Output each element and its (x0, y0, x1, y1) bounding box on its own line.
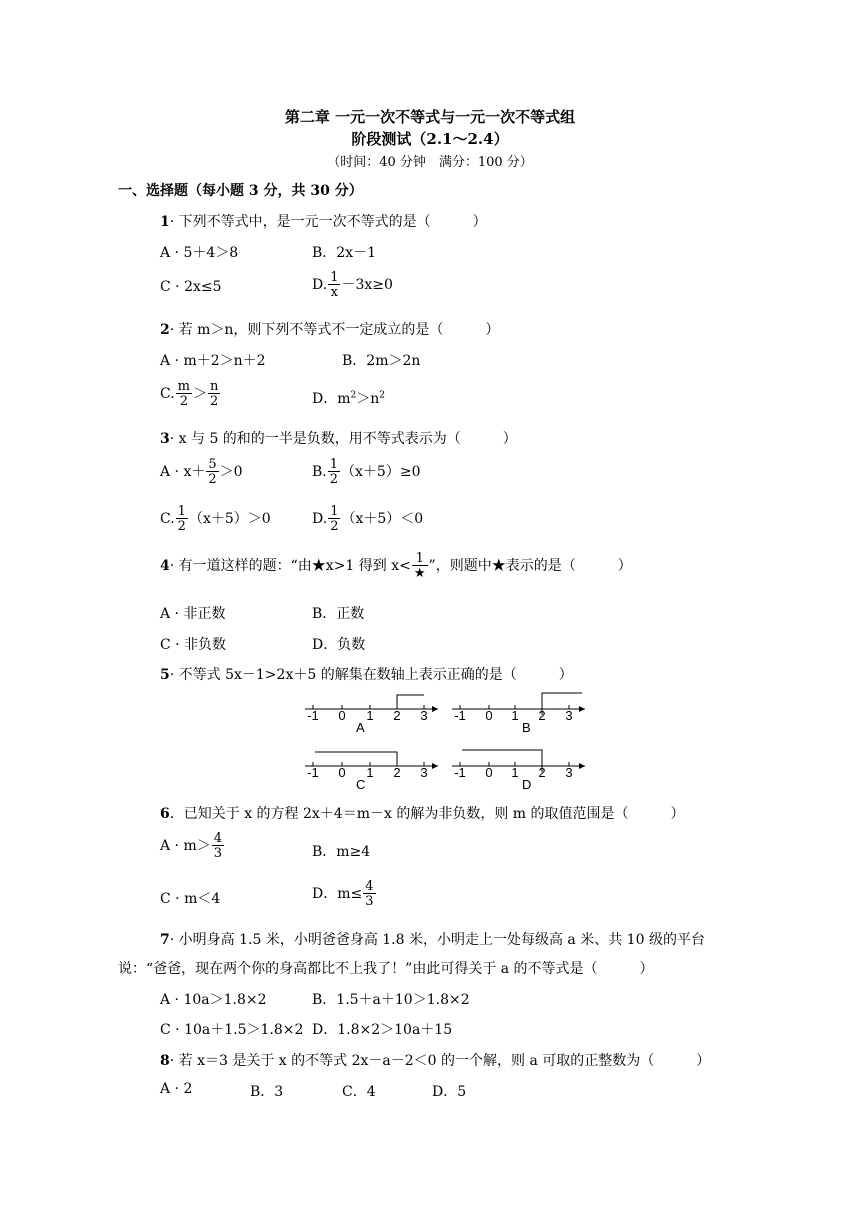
question-4-stem: 4· 有一道这样的题：“由★x>1 得到 x< $\frac{1}{★}$ ”，则题中★表示的是（ ） (160, 551, 632, 581)
tick-label: 0 (485, 708, 493, 721)
question-7-option-d: D．1.8×2＞10a＋15 (312, 1022, 453, 1038)
section-label: 一、选择题（每小题 3 分，共 30 分） (118, 183, 363, 199)
tick-label: 2 (538, 765, 546, 778)
tick-label: -1 (307, 708, 319, 721)
question-4-option-d: D．负数 (312, 637, 366, 653)
number-line-d (452, 748, 587, 778)
number-line-a-label: A (356, 720, 365, 735)
page-subtitle: 阶段测试（2.1～2.4） (351, 130, 509, 148)
question-3-option-a: A · x＋ $\frac{5}{2}$ ＞0 (160, 457, 243, 487)
question-3-option-c: C. $\frac{1}{2}$ （x＋5）＞0 (160, 504, 271, 534)
question-2-option-d: D．$m^2>n^2$ (312, 390, 385, 407)
number-line-d-label: D (522, 777, 532, 792)
question-6-option-c: C · m＜4 (160, 891, 221, 907)
tick-label: 2 (393, 765, 401, 778)
question-3-stem: 3· x 与 5 的和的一半是负数，用不等式表示为（ ） (160, 431, 517, 447)
question-6-stem: 6．已知关于 x 的方程 2x＋4＝m－x 的解为非负数，则 m 的取值范围是（ ） (160, 806, 685, 822)
question-7-stem-line2: 说：“爸爸，现在两个你的身高都比不上我了！”由此可得关于 a 的不等式是（ ） (118, 961, 654, 977)
tick-label: 1 (366, 708, 374, 721)
tick-label: 1 (366, 765, 374, 778)
question-6-option-b: B．m≥4 (312, 844, 371, 860)
question-7-stem-line1: 7· 小明身高 1.5 米，小明爸爸身高 1.8 米，小明走上一处每级高 a 米、共 10 级的平台 (160, 932, 705, 948)
tick-label: 0 (485, 765, 493, 778)
question-8-option-a: A · 2 (160, 1081, 193, 1097)
question-3-option-b: B. $\frac{1}{2}$ （x＋5）≥0 (312, 457, 421, 487)
question-8-option-c: C．4 (342, 1084, 376, 1100)
question-1-stem: 1· 下列不等式中，是一元一次不等式的是（ ） (160, 214, 487, 230)
question-3-option-d: D. $\frac{1}{2}$ （x＋5）＜0 (312, 504, 424, 534)
tick-label: 0 (338, 765, 346, 778)
question-6-option-d: D．m≤ $\frac{4}{3}$ (312, 879, 374, 909)
tick-label: 1 (511, 708, 519, 721)
tick-label: 3 (565, 765, 573, 778)
tick-label: 2 (538, 708, 546, 721)
tick-label: 3 (420, 765, 428, 778)
question-8-option-b: B．3 (250, 1084, 284, 1100)
question-1-option-c: C · 2x≤5 (160, 279, 222, 295)
exam-meta: （时间：40 分钟 满分：100 分） (327, 155, 533, 170)
question-2-option-b: B．2m＞2n (342, 353, 421, 369)
question-5-stem: 5· 不等式 5x－1>2x＋5 的解集在数轴上表示正确的是（ ） (160, 667, 573, 683)
tick-label: 0 (338, 708, 346, 721)
tick-label: -1 (454, 765, 466, 778)
tick-label: 3 (420, 708, 428, 721)
tick-label: 3 (565, 708, 573, 721)
question-7-option-b: B．1.5＋a＋10＞1.8×2 (312, 992, 470, 1008)
question-4-option-b: B．正数 (312, 606, 365, 622)
question-2-option-c: C. $\frac{m}{2}$ ＞ $\frac{n}{2}$ (160, 379, 219, 409)
question-2-option-a: A · m＋2＞n＋2 (160, 353, 266, 369)
question-4-option-a: A · 非正数 (160, 606, 226, 622)
number-line-a (305, 691, 440, 721)
question-6-option-a: A · m＞ $\frac{4}{3}$ (160, 831, 223, 861)
question-2-stem: 2· 若 m＞n，则下列不等式不一定成立的是（ ） (160, 322, 500, 338)
page-title: 第二章 一元一次不等式与一元一次不等式组 (284, 108, 576, 126)
question-4-option-c: C · 非负数 (160, 637, 227, 653)
number-line-c-label: C (356, 777, 366, 792)
question-1-option-d: D. $\frac{1}{x}$ －3x≥0 (312, 270, 393, 300)
question-1-option-b: B．2x－1 (312, 245, 376, 261)
question-7-option-a: A · 10a＞1.8×2 (160, 992, 267, 1008)
number-line-c (305, 748, 440, 778)
tick-label: -1 (454, 708, 466, 721)
question-8-stem: 8· 若 x＝3 是关于 x 的不等式 2x－a－2＜0 的一个解，则 a 可取的正整数为（ ） (160, 1053, 711, 1069)
question-8-option-d: D．5 (432, 1084, 467, 1100)
tick-label: 1 (511, 765, 519, 778)
number-line-b (452, 691, 587, 721)
tick-label: 2 (393, 708, 401, 721)
tick-label: -1 (307, 765, 319, 778)
question-7-option-c: C · 10a＋1.5＞1.8×2 (160, 1022, 304, 1038)
question-1-option-a: A · 5＋4＞8 (160, 245, 239, 261)
number-line-b-label: B (522, 720, 531, 735)
